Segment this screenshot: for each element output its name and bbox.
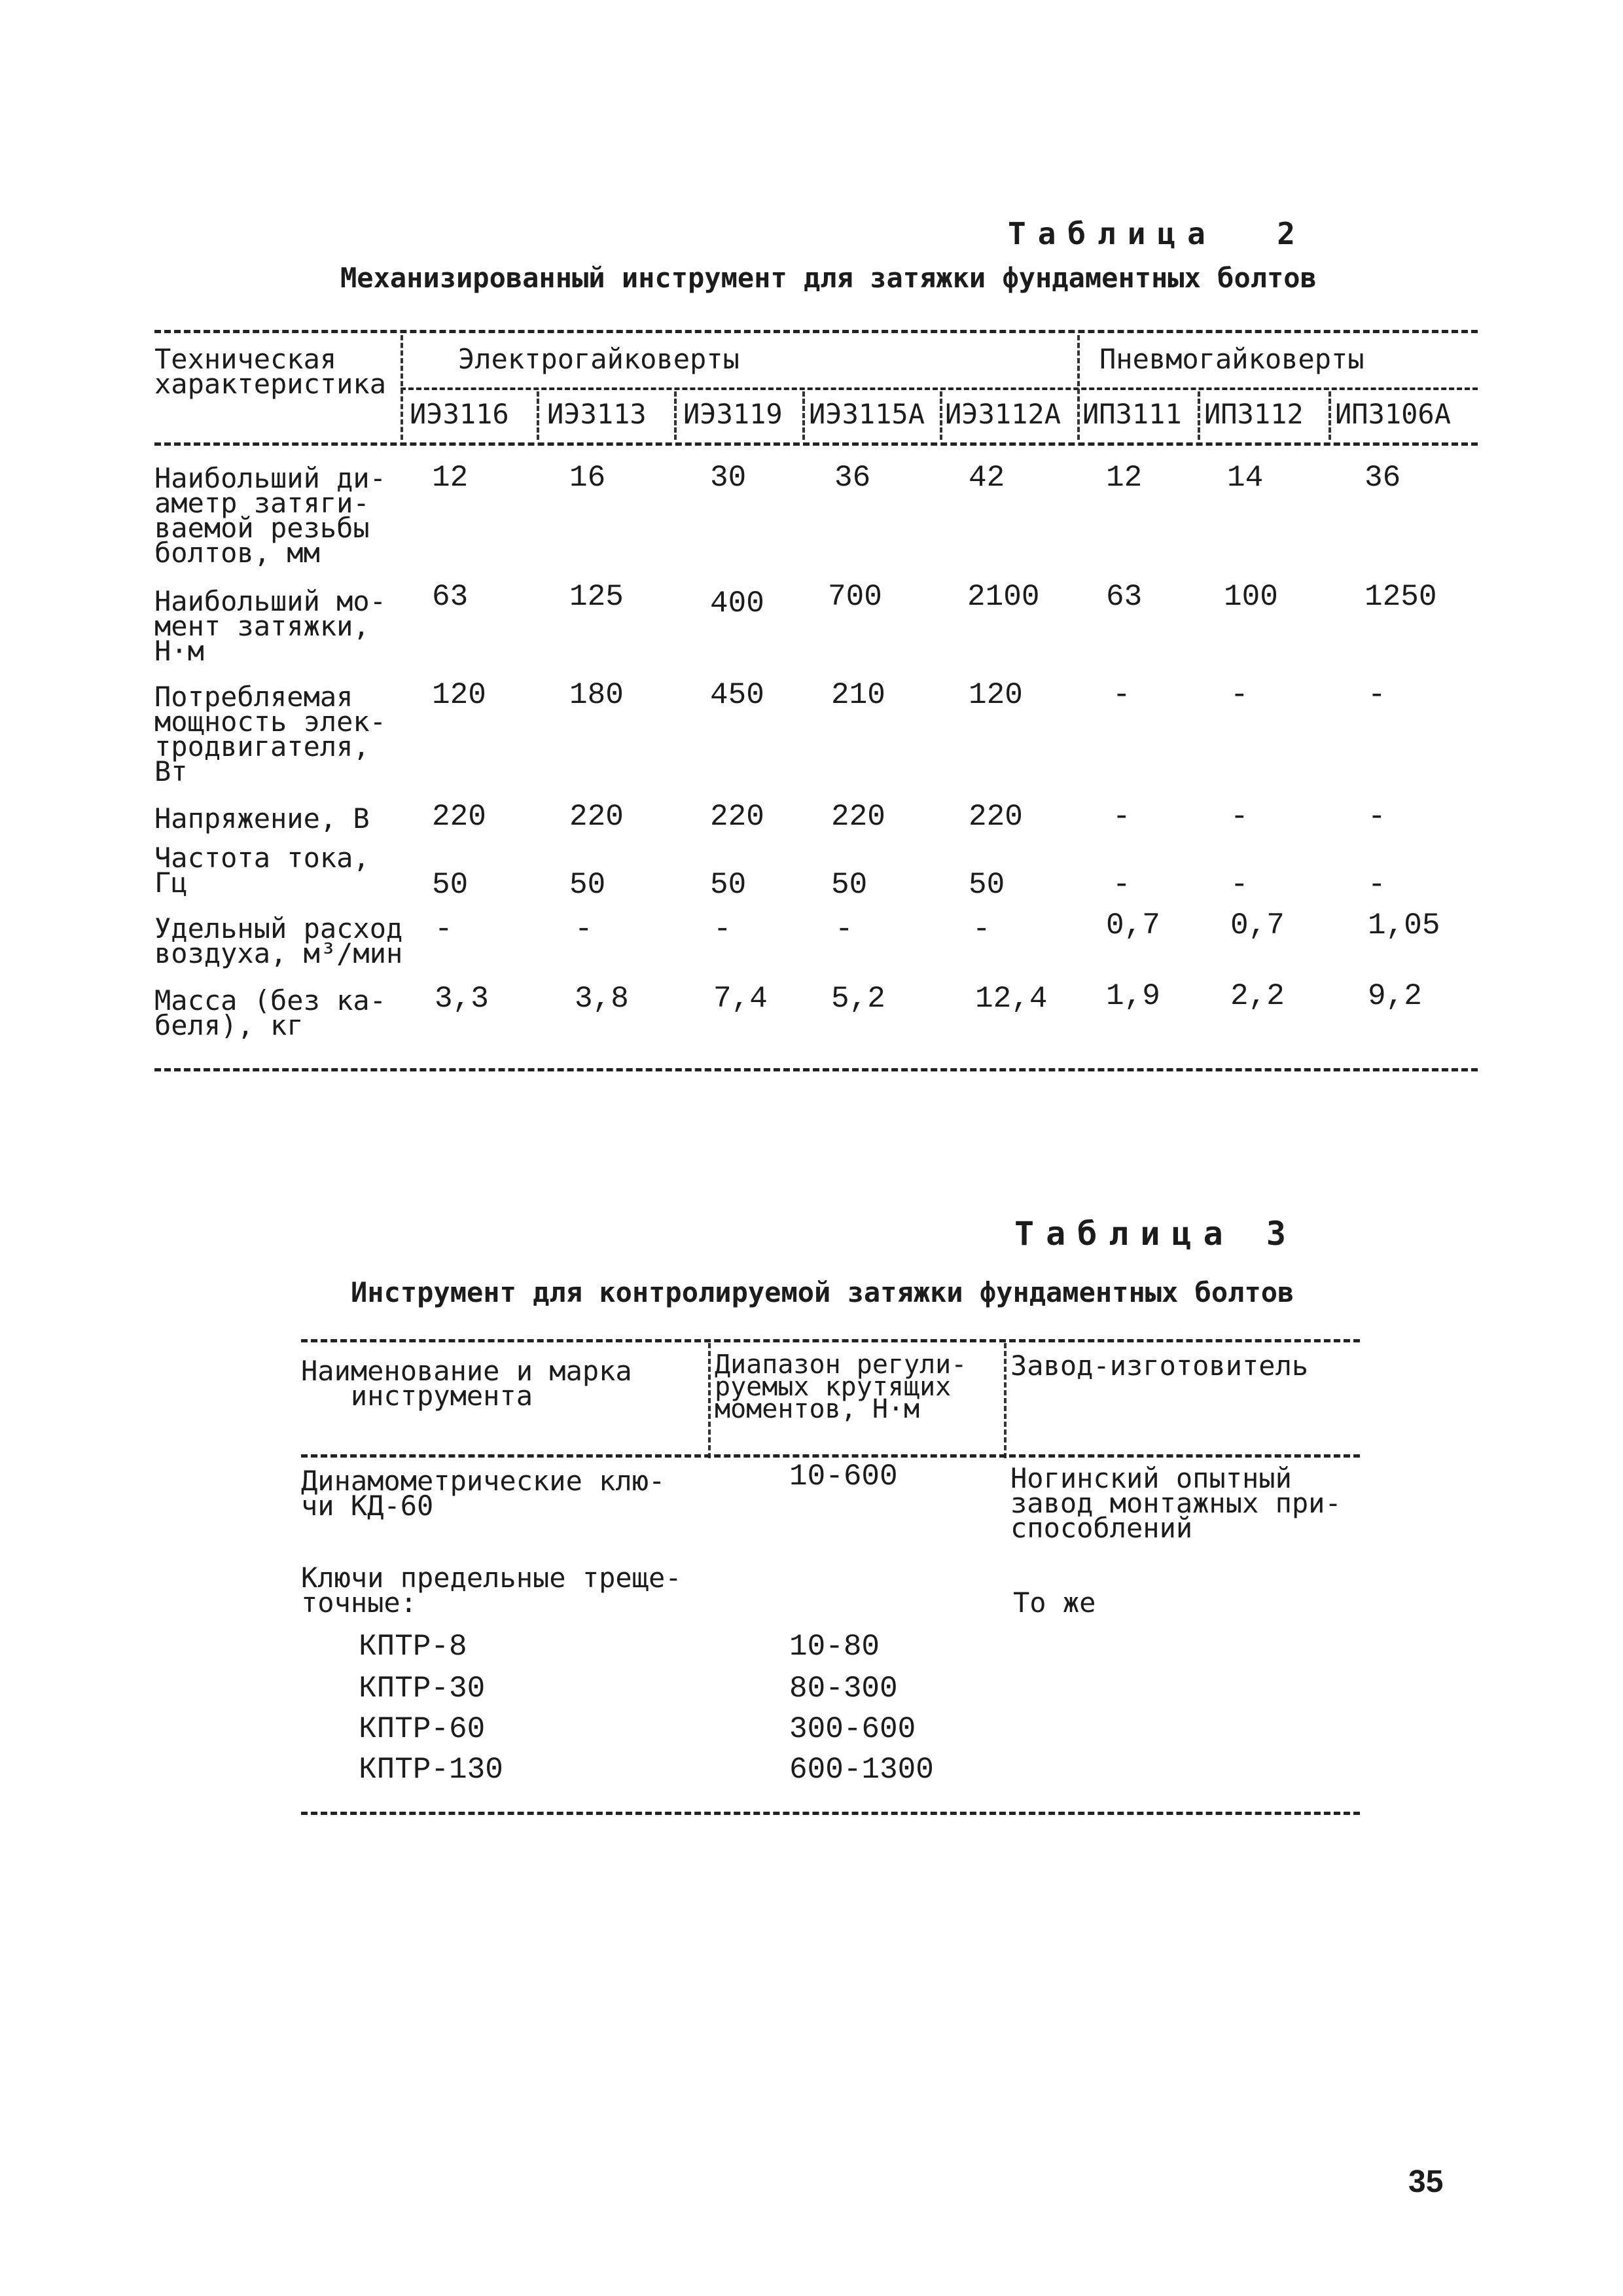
table3-row-range: 80-300: [789, 1672, 898, 1706]
page-number: 35: [1408, 2164, 1444, 2199]
table2-row-label: Напряжение, В: [154, 802, 370, 834]
table2-cell: -: [1368, 868, 1386, 902]
table3-row-name: КПТР-8: [359, 1630, 467, 1664]
table2-vsep-7: [1329, 391, 1331, 440]
table2-cell: -: [1113, 678, 1131, 712]
table2-cell: 180: [569, 678, 624, 712]
table2-header-pneumatic: Пневмогайковерты: [1099, 343, 1364, 375]
table2-cell: 220: [969, 800, 1023, 834]
table2-cell: 5,2: [831, 982, 885, 1016]
table2-cell: 36: [1364, 461, 1401, 495]
table2-cell: 12: [1106, 461, 1143, 495]
table3-row-maker: То же: [1013, 1587, 1096, 1619]
table3-bottom-rule: [301, 1812, 1360, 1815]
table2-cell: 450: [710, 678, 764, 712]
table2-cell: 50: [969, 868, 1005, 902]
table2-cell: 12: [432, 461, 469, 495]
table2-model-0: ИЭ3116: [410, 398, 509, 430]
table2-cell: -: [1368, 800, 1386, 834]
table2-vsep-2: [674, 391, 677, 440]
table2-model-4: ИЭ3112А: [945, 398, 1061, 430]
table2-model-2: ИЭ3119: [683, 398, 783, 430]
table3-row-name: КПТР-130: [359, 1753, 503, 1787]
table2-row-label: Частота тока, Гц: [154, 842, 370, 899]
table3-header-range: Диапазон регули- руемых крутящих моментов, Н·м: [715, 1350, 967, 1424]
table3-vsep-2: [1004, 1343, 1007, 1458]
table2-group-rule: [401, 387, 1478, 390]
table3-title: Инструмент для контролируемой затяжки фундаментных болтов: [351, 1276, 1294, 1308]
table3-row-maker: Ногинский опытный завод монтажных при- способлений: [1010, 1462, 1342, 1544]
table3-header-name: Наименование и марка инструмента: [301, 1355, 632, 1412]
table3-row-range: 10-600: [789, 1460, 898, 1494]
table2-model-1: ИЭ3113: [547, 398, 647, 430]
table2-model-5: ИП3111: [1082, 398, 1182, 430]
table2-bottom-rule: [154, 1068, 1478, 1071]
table2-vsep-6: [1198, 391, 1200, 440]
table2-header-electric: Электрогайковерты: [458, 343, 740, 375]
table2-vsep-0: [401, 335, 403, 440]
table2-cell: -: [1230, 800, 1249, 834]
table2-cell: 50: [710, 868, 747, 902]
table2-cell: -: [713, 912, 732, 946]
table2-cell: -: [972, 912, 991, 946]
table2-cell: 12,4: [975, 982, 1048, 1016]
table2-vsep-group: [1077, 335, 1080, 440]
table2-row-label: Потребляемая мощность элек- тродвигателя, Вт: [154, 681, 387, 787]
table2-cell: 220: [432, 800, 486, 834]
table2-cell: 3,3: [435, 982, 489, 1016]
table2-cell: 42: [969, 461, 1005, 495]
table2-cell: -: [1113, 800, 1131, 834]
table2-cell: 210: [831, 678, 885, 712]
table2-cell: 220: [710, 800, 764, 834]
table2-cell: -: [1230, 678, 1249, 712]
table2-vsep-3: [802, 391, 805, 440]
table3-row-range: 300-600: [789, 1712, 916, 1746]
table2-header-rule: [154, 442, 1478, 446]
table2-header-characteristic: Техническая характеристика: [154, 343, 387, 400]
table2-cell: 36: [834, 461, 871, 495]
table3-header-maker: Завод-изготовитель: [1010, 1350, 1309, 1382]
table2-cell: 100: [1224, 580, 1278, 614]
table2-row-label: Удельный расход воздуха, м³/мин: [154, 912, 403, 969]
table2-cell: 2100: [967, 580, 1040, 614]
table2-vsep-4: [940, 391, 942, 440]
table2-cell: 63: [432, 580, 469, 614]
table3-top-rule: [301, 1339, 1360, 1342]
table3-row-range: 600-1300: [789, 1753, 934, 1787]
table2-cell: 50: [831, 868, 868, 902]
table3-row-range: 10-80: [789, 1630, 880, 1664]
table3-caption: Таблица 3: [1014, 1215, 1298, 1253]
table2-cell: 16: [569, 461, 606, 495]
table2-cell: -: [1368, 678, 1386, 712]
table2-model-7: ИП3106А: [1335, 398, 1452, 430]
table2-cell: 30: [710, 461, 747, 495]
table2-cell: 220: [831, 800, 885, 834]
table2-row-label: Наибольший ди- аметр затяги- ваемой резьбы болтов, мм: [154, 462, 387, 569]
table3-row-name: КПТР-30: [359, 1672, 486, 1706]
table3-row-name: Динамометрические клю- чи КД-60: [301, 1465, 666, 1522]
table2-cell: 400: [710, 586, 764, 620]
table2-cell: 700: [828, 580, 882, 614]
table3-row-name: КПТР-60: [359, 1712, 486, 1746]
table2-top-rule: [154, 330, 1478, 333]
table3-header-rule: [301, 1454, 1360, 1458]
table2-vsep-1: [537, 391, 539, 440]
table2-cell: -: [1230, 868, 1249, 902]
table2-cell: 2,2: [1230, 979, 1285, 1013]
table2-title: Механизированный инструмент для затяжки фундаментных болтов: [340, 262, 1317, 294]
table2-cell: 0,7: [1106, 908, 1160, 942]
table2-cell: 1250: [1364, 580, 1437, 614]
table2-cell: 3,8: [575, 982, 629, 1016]
table2-model-6: ИП3112: [1204, 398, 1304, 430]
table2-caption: Таблица 2: [1008, 216, 1307, 251]
table2-cell: 125: [569, 580, 624, 614]
table2-cell: -: [1113, 868, 1131, 902]
table2-model-3: ИЭ3115А: [809, 398, 925, 430]
table2-cell: 120: [432, 678, 486, 712]
table2-cell: 1,05: [1368, 908, 1440, 942]
table2-cell: 120: [969, 678, 1023, 712]
table2-cell: -: [435, 912, 453, 946]
table2-cell: 50: [569, 868, 606, 902]
table2-cell: 63: [1106, 580, 1143, 614]
table2-cell: 14: [1227, 461, 1264, 495]
table2-cell: 220: [569, 800, 624, 834]
table3-row-name: Ключи предельные треще- точные:: [301, 1562, 682, 1619]
table2-cell: 7,4: [713, 982, 768, 1016]
table2-cell: -: [575, 912, 593, 946]
table2-cell: 50: [432, 868, 469, 902]
table3-vsep-1: [708, 1343, 711, 1458]
table2-cell: 0,7: [1230, 908, 1285, 942]
table2-cell: -: [835, 912, 853, 946]
table2-row-label: Масса (без ка- беля), кг: [154, 984, 387, 1041]
table2-row-label: Наибольший мо- мент затяжки, Н·м: [154, 585, 387, 667]
table2-cell: 9,2: [1368, 979, 1422, 1013]
table2-cell: 1,9: [1106, 979, 1160, 1013]
